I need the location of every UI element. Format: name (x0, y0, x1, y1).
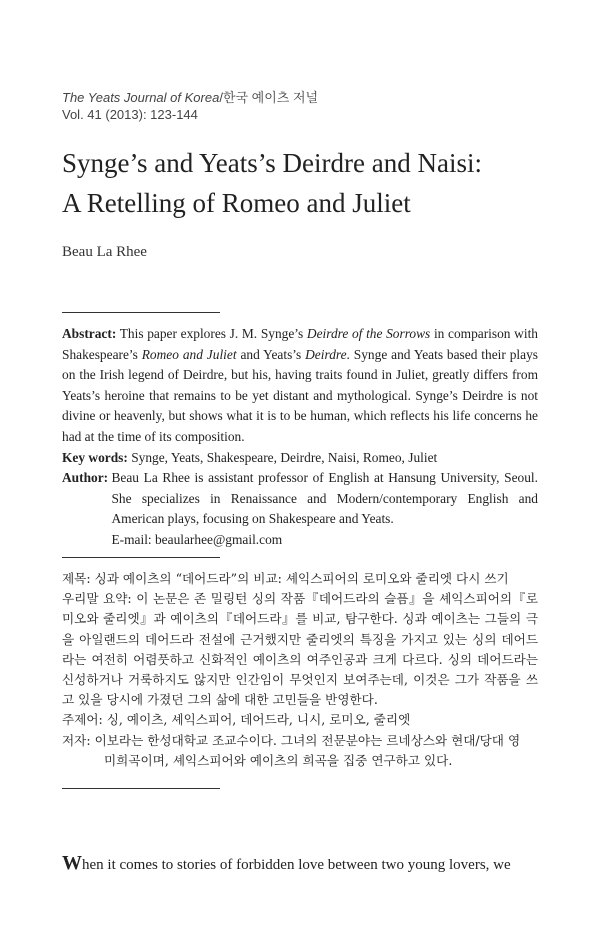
abstract-work-3: Deirdre (305, 346, 347, 362)
abstract-text-4: . Synge and Yeats based their plays on the Irish legend of Deirdre, but his, having traits found in Juliet, greatly differs from Yeats’s heroine that remains to be yet distant and mythological. Synge’s Deirdre is not divine or heavenly, but shows what it is to be human, which reflects his life concerns he had at the time of its composition. (62, 346, 538, 444)
journal-header (62, 89, 318, 123)
abstract-text-1: This paper explores J. M. Synge’s (116, 326, 307, 341)
abstract-block (62, 324, 538, 551)
keywords-line (62, 448, 538, 469)
korean-author-2: 미희곡이며, 셰익스피어와 예이츠의 희곡을 집중 연구하고 있다. (104, 752, 453, 768)
author-bio-label: Author: (62, 470, 112, 486)
abstract-label: Abstract: (62, 326, 117, 341)
keywords-text: Synge, Yeats, Shakespeare, Deirdre, Naisi, Romeo, Juliet (127, 449, 438, 465)
korean-author-1: 저자: 이보라는 한성대학교 조교수이다. 그녀의 전문분야는 르네상스와 현대/당대 영 (62, 732, 521, 748)
korean-keywords: 주제어: 싱, 예이츠, 셰익스피어, 데어드라, 니시, 로미오, 줄리엣 (62, 712, 411, 728)
body-first-line (62, 853, 538, 875)
author-bio-text: Beau La Rhee is assistant professor of English at Hansung University, Seoul. She specializes in Renaissance and Modern/contemporary English and American plays, focusing on Shakespeare and Yeats. (111, 470, 538, 527)
abstract-text-2: in comparison with Shakespeare’s (62, 326, 538, 362)
author-bio (62, 468, 538, 550)
title-line-1: Synge’s and Yeats’s Deirdre and Naisi: (62, 148, 482, 178)
author-name: Beau La Rhee (62, 244, 147, 260)
volume-info: Vol. 41 (2013): 123-144 (62, 107, 198, 122)
drop-cap: W (62, 852, 82, 874)
title-line-2: A Retelling of Romeo and Juliet (62, 188, 411, 218)
korean-abstract (62, 569, 538, 771)
divider-top (62, 312, 220, 313)
divider-bottom (62, 788, 220, 789)
body-text: hen it comes to stories of forbidden love between two young lovers, we (82, 857, 511, 873)
journal-name-korean: /한국 예이츠 저널 (219, 90, 319, 105)
keywords-label: Key words: (62, 449, 128, 465)
abstract-work-1: Deirdre of the Sorrows (306, 326, 431, 341)
journal-name: The Yeats Journal of Korea (62, 90, 220, 105)
abstract-work-2: Romeo and Juliet (141, 346, 237, 362)
divider-middle (62, 557, 220, 558)
korean-title: 제목: 싱과 예이츠의 “데어드라”의 비교: 셰익스피어의 로미오와 줄리엣 다시 쓰기 (62, 571, 509, 586)
abstract-text-3: and Yeats’s (236, 346, 306, 362)
author-email: E-mail: beaularhee@gmail.com (111, 531, 283, 547)
paper-title (62, 143, 482, 223)
korean-summary: 우리말 요약: 이 논문은 존 밀링턴 싱의 작품『데어드라의 슬픔』을 셰익스피어의『로미오와 줄리엣』과 예이츠의『데어드라』를 비교, 탐구한다. 싱과 예이츠는 그들의 극을 아일랜드의 데어드라 전설에 근거했지만 줄리엣의 특징을 가지고 있는 싱의 데어드라는 여전히 어렴풋하고 신화적인 예이츠의 여주인공과 크게 다르다. 싱의 데어드라는 신성하거나 거룩하지도 않지만 인간임이 무엇인지 보여주는데, 이것은 그가 작품을 쓰고 있을 당시에 가졌던 그의 삶에 대한 고민들을 반영한다. (62, 591, 538, 708)
abstract-paragraph (62, 324, 538, 448)
journal-name-line (62, 89, 318, 106)
